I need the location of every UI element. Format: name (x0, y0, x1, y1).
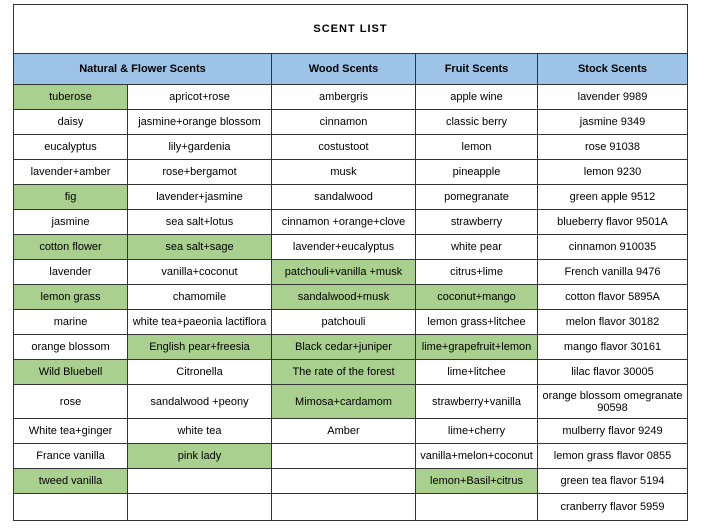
flower-scent-cell: rose+bergamot (128, 160, 272, 185)
fruit-scent-cell: citrus+lime (416, 260, 538, 285)
header-natural-flower: Natural & Flower Scents (14, 54, 272, 85)
stock-scent-cell: green apple 9512 (538, 185, 688, 210)
flower-scent-cell (128, 494, 272, 521)
fruit-scent-cell: strawberry+vanilla (416, 385, 538, 419)
fruit-scent-cell: lime+grapefruit+lemon (416, 335, 538, 360)
wood-scent-cell: sandalwood (272, 185, 416, 210)
table-row (14, 310, 688, 335)
header-fruit: Fruit Scents (416, 54, 538, 85)
fruit-scent-cell: coconut+mango (416, 285, 538, 310)
stock-scent-cell: lilac flavor 30005 (538, 360, 688, 385)
flower-scent-cell: pink lady (128, 444, 272, 469)
flower-scent-cell: English pear+freesia (128, 335, 272, 360)
stock-scent-cell: melon flavor 30182 (538, 310, 688, 335)
fruit-scent-cell: lime+cherry (416, 419, 538, 444)
natural-scent-cell (14, 494, 128, 521)
table-row (14, 135, 688, 160)
table-row (14, 494, 688, 521)
natural-scent-cell: eucalyptus (14, 135, 128, 160)
header-stock: Stock Scents (538, 54, 688, 85)
table-row (14, 335, 688, 360)
stock-scent-cell: cranberry flavor 5959 (538, 494, 688, 521)
natural-scent-cell: fig (14, 185, 128, 210)
flower-scent-cell: apricot+rose (128, 85, 272, 110)
wood-scent-cell: cinnamon (272, 110, 416, 135)
table-row (14, 235, 688, 260)
fruit-scent-cell (416, 494, 538, 521)
natural-scent-cell: marine (14, 310, 128, 335)
natural-scent-cell: orange blossom (14, 335, 128, 360)
flower-scent-cell: lily+gardenia (128, 135, 272, 160)
fruit-scent-cell: apple wine (416, 85, 538, 110)
wood-scent-cell: costustoot (272, 135, 416, 160)
wood-scent-cell: lavender+eucalyptus (272, 235, 416, 260)
stock-scent-cell: lemon grass flavor 0855 (538, 444, 688, 469)
natural-scent-cell: France vanilla (14, 444, 128, 469)
flower-scent-cell: vanilla+coconut (128, 260, 272, 285)
wood-scent-cell: Amber (272, 419, 416, 444)
wood-scent-cell: ambergris (272, 85, 416, 110)
flower-scent-cell: Citronella (128, 360, 272, 385)
stock-scent-cell: cotton flavor 5895A (538, 285, 688, 310)
header-row (14, 54, 688, 85)
wood-scent-cell: Mimosa+cardamom (272, 385, 416, 419)
stock-scent-cell: mulberry flavor 9249 (538, 419, 688, 444)
fruit-scent-cell: lime+litchee (416, 360, 538, 385)
natural-scent-cell: Wild Bluebell (14, 360, 128, 385)
natural-scent-cell: daisy (14, 110, 128, 135)
flower-scent-cell: sea salt+sage (128, 235, 272, 260)
stock-scent-cell: French vanilla 9476 (538, 260, 688, 285)
fruit-scent-cell: classic berry (416, 110, 538, 135)
stock-scent-cell: rose 91038 (538, 135, 688, 160)
wood-scent-cell: Black cedar+juniper (272, 335, 416, 360)
wood-scent-cell: patchouli+vanilla +musk (272, 260, 416, 285)
stock-scent-cell: lavender 9989 (538, 85, 688, 110)
fruit-scent-cell: strawberry (416, 210, 538, 235)
wood-scent-cell: The rate of the forest (272, 360, 416, 385)
wood-scent-cell (272, 494, 416, 521)
table-row (14, 85, 688, 110)
table-row (14, 110, 688, 135)
table-row (14, 210, 688, 235)
flower-scent-cell: white tea (128, 419, 272, 444)
natural-scent-cell: cotton flower (14, 235, 128, 260)
table-row (14, 469, 688, 494)
wood-scent-cell: musk (272, 160, 416, 185)
natural-scent-cell: tuberose (14, 85, 128, 110)
fruit-scent-cell: lemon+Basil+citrus (416, 469, 538, 494)
fruit-scent-cell: lemon grass+litchee (416, 310, 538, 335)
table-row (14, 419, 688, 444)
title-row (14, 5, 688, 54)
fruit-scent-cell: white pear (416, 235, 538, 260)
flower-scent-cell: sea salt+lotus (128, 210, 272, 235)
stock-scent-cell: blueberry flavor 9501A (538, 210, 688, 235)
wood-scent-cell (272, 444, 416, 469)
table-row (14, 385, 688, 419)
table-row (14, 444, 688, 469)
scent-list-sheet (13, 4, 688, 521)
flower-scent-cell (128, 469, 272, 494)
flower-scent-cell: lavender+jasmine (128, 185, 272, 210)
stock-scent-cell: orange blossom omegranate 90598 (538, 385, 688, 419)
wood-scent-cell: patchouli (272, 310, 416, 335)
fruit-scent-cell: vanilla+melon+coconut (416, 444, 538, 469)
natural-scent-cell: rose (14, 385, 128, 419)
header-wood: Wood Scents (272, 54, 416, 85)
fruit-scent-cell: pineapple (416, 160, 538, 185)
scent-table (13, 4, 688, 521)
wood-scent-cell: sandalwood+musk (272, 285, 416, 310)
flower-scent-cell: chamomile (128, 285, 272, 310)
natural-scent-cell: White tea+ginger (14, 419, 128, 444)
table-row (14, 285, 688, 310)
table-row (14, 360, 688, 385)
stock-scent-cell: cinnamon 910035 (538, 235, 688, 260)
fruit-scent-cell: lemon (416, 135, 538, 160)
stock-scent-cell: green tea flavor 5194 (538, 469, 688, 494)
natural-scent-cell: tweed vanilla (14, 469, 128, 494)
wood-scent-cell: cinnamon +orange+clove (272, 210, 416, 235)
natural-scent-cell: lavender (14, 260, 128, 285)
stock-scent-cell: jasmine 9349 (538, 110, 688, 135)
sheet-title: SCENT LIST (14, 5, 688, 54)
table-row (14, 160, 688, 185)
flower-scent-cell: sandalwood +peony (128, 385, 272, 419)
wood-scent-cell (272, 469, 416, 494)
table-row (14, 260, 688, 285)
natural-scent-cell: lemon grass (14, 285, 128, 310)
fruit-scent-cell: pomegranate (416, 185, 538, 210)
flower-scent-cell: white tea+paeonia lactiflora (128, 310, 272, 335)
table-row (14, 185, 688, 210)
stock-scent-cell: mango flavor 30161 (538, 335, 688, 360)
flower-scent-cell: jasmine+orange blossom (128, 110, 272, 135)
natural-scent-cell: jasmine (14, 210, 128, 235)
stock-scent-cell: lemon 9230 (538, 160, 688, 185)
natural-scent-cell: lavender+amber (14, 160, 128, 185)
